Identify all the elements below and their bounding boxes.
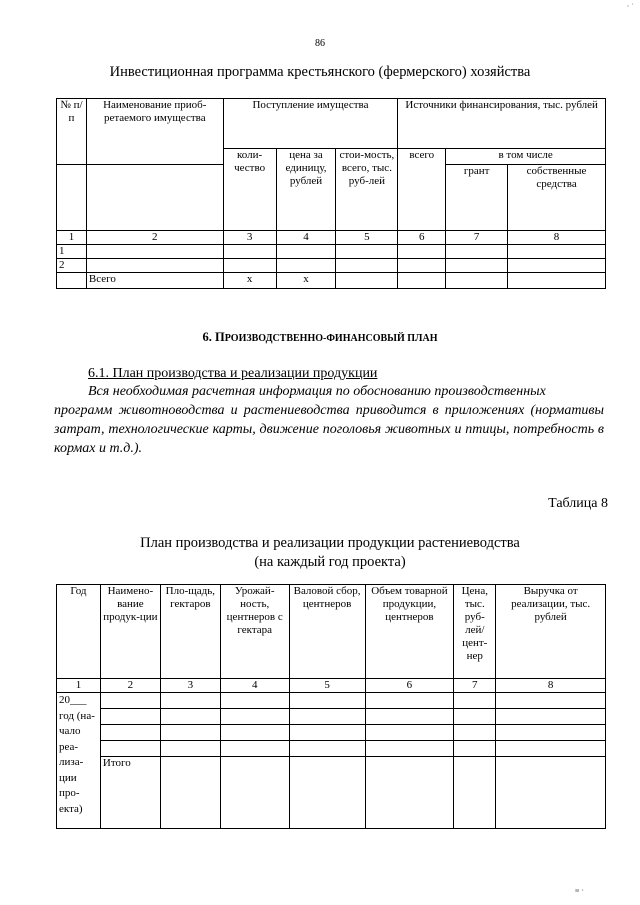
scan-mark-bottom: ≡ ·: [574, 886, 584, 895]
col-number: 4: [220, 679, 289, 693]
production-table: [56, 584, 606, 829]
col-number: 3: [223, 231, 276, 245]
header-qty: коли-чество: [223, 149, 276, 231]
row-grant: [446, 273, 508, 289]
header-price: цена за единицу, рублей: [276, 149, 336, 231]
cell: [289, 757, 365, 829]
cell: [160, 757, 220, 829]
table-row: [57, 741, 606, 757]
header-receipt: Поступление имущества: [223, 99, 398, 149]
table-label: Таблица 8: [548, 496, 608, 511]
cell: [100, 693, 160, 709]
cell: [160, 709, 220, 725]
cell: [100, 709, 160, 725]
cell: [365, 757, 454, 829]
header-name: Наименование приоб-ретаемого имущества: [86, 99, 223, 165]
row-cost: [336, 245, 398, 259]
cell: [454, 693, 496, 709]
cell: [289, 709, 365, 725]
investment-table: [56, 98, 606, 289]
table-row: [57, 693, 606, 709]
row-total: [398, 245, 446, 259]
row-own: [508, 273, 606, 289]
table2-title: [0, 534, 640, 572]
cell: [220, 693, 289, 709]
cell: [365, 725, 454, 741]
cell: [160, 693, 220, 709]
header-volume: Объем товарной продукции, центнеров: [365, 585, 454, 679]
year-cell: 20___ год (на-чало реа-лиза-ции про-екта): [57, 693, 101, 829]
paragraph: [54, 382, 604, 458]
cell: [220, 741, 289, 757]
header-product: Наимено-вание продук-ции: [100, 585, 160, 679]
row-qty: х: [223, 273, 276, 289]
total-row: [57, 757, 606, 829]
cell: [496, 757, 606, 829]
header-area: Пло-щадь, гектаров: [160, 585, 220, 679]
header-name-cont: [86, 165, 223, 231]
table2-title-line1: План производства и реализации продукции растениеводства: [140, 535, 520, 551]
table-row: [57, 725, 606, 741]
col-number: 4: [276, 231, 336, 245]
cell: [220, 757, 289, 829]
col-number: 1: [57, 231, 87, 245]
col-number: 7: [446, 231, 508, 245]
cell: [220, 709, 289, 725]
section-title-rest: РОИЗВОДСТВЕННО-ФИНАНСОВЫЙ ПЛАН: [224, 333, 438, 344]
row-grant: [446, 245, 508, 259]
page-number: 86: [315, 38, 325, 49]
section-first-letter: П: [215, 330, 225, 344]
row-own: [508, 259, 606, 273]
col-number: 3: [160, 679, 220, 693]
row-name: [86, 245, 223, 259]
header-revenue: Выручка от реализации, тыс. рублей: [496, 585, 606, 679]
cell: [454, 709, 496, 725]
col-number: 2: [100, 679, 160, 693]
row-total: [398, 273, 446, 289]
row-grant: [446, 259, 508, 273]
cell: [220, 725, 289, 741]
paragraph-line-first: Вся необходимая расчетная информация по обоснованию производственных: [88, 384, 546, 399]
header-row: [57, 585, 606, 679]
row-price: [276, 245, 336, 259]
row-name: [86, 259, 223, 273]
header-grant: грант: [446, 165, 508, 231]
row-price: х: [276, 273, 336, 289]
col-number: 6: [398, 231, 446, 245]
header-year: Год: [57, 585, 101, 679]
row-num: [57, 273, 87, 289]
header-own: собственные средства: [508, 165, 606, 231]
cell: [454, 741, 496, 757]
header-incl: в том числе: [446, 149, 606, 165]
cell: [454, 757, 496, 829]
cell: [365, 693, 454, 709]
header-total: всего: [398, 149, 446, 231]
total-label: Итого: [100, 757, 160, 829]
table-row: [57, 259, 606, 273]
header-gross: Валовой сбор, центнеров: [289, 585, 365, 679]
section-heading: [0, 330, 640, 345]
header-num: № п/п: [57, 99, 87, 165]
col-number: 5: [289, 679, 365, 693]
table-row: [57, 245, 606, 259]
header-num-cont: [57, 165, 87, 231]
cell: [496, 709, 606, 725]
scan-mark-top: · ˙: [626, 2, 634, 11]
header-unit-price: Цена, тыс. руб-лей/ цент-нер: [454, 585, 496, 679]
section-number: 6.: [202, 330, 215, 344]
header-cost: стои-мость, всего, тыс. руб-лей: [336, 149, 398, 231]
table-row: [57, 709, 606, 725]
header-sources: Источники финансирования, тыс. рублей: [398, 99, 606, 149]
cell: [496, 741, 606, 757]
cell: [496, 725, 606, 741]
col-number: 8: [508, 231, 606, 245]
col-number: 5: [336, 231, 398, 245]
table1-title: Инвестиционная программа крестьянского (фермерского) хозяйства: [109, 64, 531, 80]
row-name: Всего: [86, 273, 223, 289]
col-number: 6: [365, 679, 454, 693]
header-yield: Урожай-ность, центнеров с гектара: [220, 585, 289, 679]
row-total: [398, 259, 446, 273]
row-cost: [336, 259, 398, 273]
col-number: 1: [57, 679, 101, 693]
col-number: 8: [496, 679, 606, 693]
row-price: [276, 259, 336, 273]
cell: [289, 741, 365, 757]
row-num: 1: [57, 245, 87, 259]
cell: [160, 741, 220, 757]
subsection-heading: 6.1. План производства и реализации продукции: [88, 366, 378, 381]
cell: [289, 693, 365, 709]
cell: [100, 725, 160, 741]
col-number: 7: [454, 679, 496, 693]
cell: [160, 725, 220, 741]
row-num: 2: [57, 259, 87, 273]
cell: [365, 741, 454, 757]
table2-title-line2: (на каждый год проекта): [254, 554, 406, 570]
cell: [496, 693, 606, 709]
column-numbers-row: [57, 679, 606, 693]
cell: [289, 725, 365, 741]
row-cost: [336, 273, 398, 289]
col-number: 2: [86, 231, 223, 245]
paragraph-rest: программ животноводства и растениеводства приводится в приложениях (нормативы затрат, технологические карты, движение поголовья животных и птицы, потребность в кормах и т.д.).: [54, 403, 604, 456]
cell: [100, 741, 160, 757]
total-row: [57, 273, 606, 289]
column-numbers-row: [57, 231, 606, 245]
row-qty: [223, 259, 276, 273]
row-qty: [223, 245, 276, 259]
row-own: [508, 245, 606, 259]
cell: [454, 725, 496, 741]
cell: [365, 709, 454, 725]
